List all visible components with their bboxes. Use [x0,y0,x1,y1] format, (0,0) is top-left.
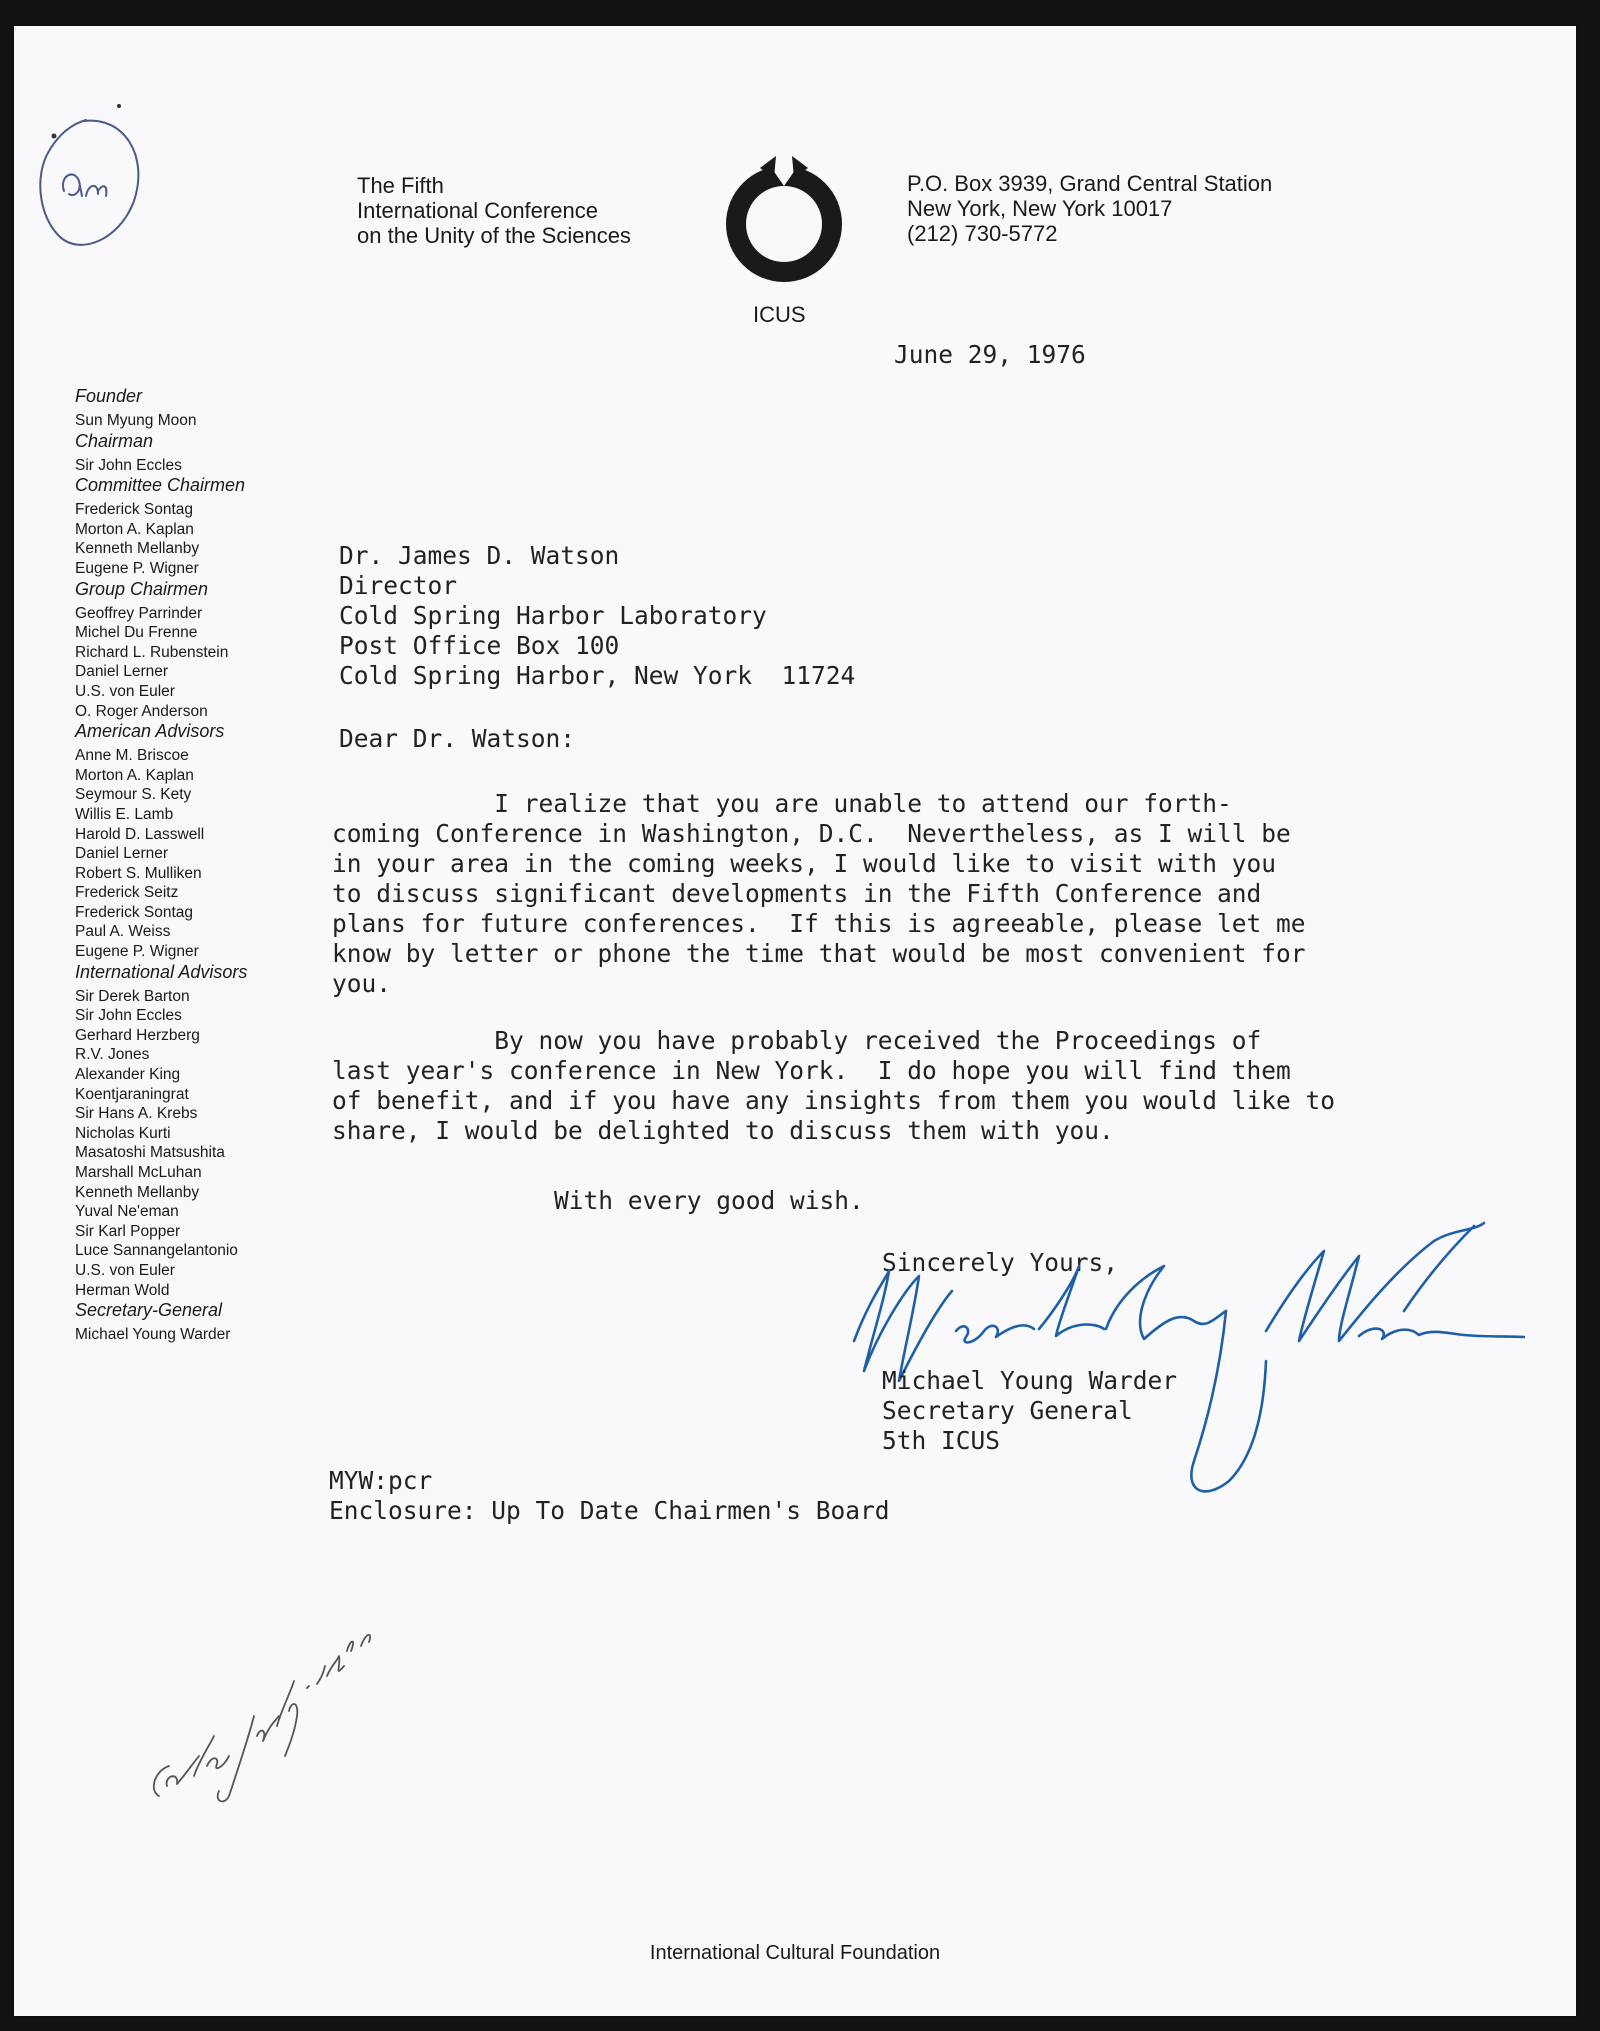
sidebar-name: Herman Wold [75,1281,170,1299]
sidebar-name: Sir Hans A. Krebs [75,1105,198,1123]
paragraph-line: in your area in the coming weeks, I would like to visit with you [332,849,1277,878]
sidebar-name: Koentjaraningrat [75,1085,189,1103]
conference-line: International Conference [357,198,598,223]
well-wish: With every good wish. [554,1186,864,1215]
sidebar-name: Alexander King [75,1066,181,1084]
sidebar-name: R.V. Jones [75,1046,150,1064]
sidebar-name: Kenneth Mellanby [75,1183,200,1201]
board-sidebar [75,386,315,1345]
sidebar-name: O. Roger Anderson [75,702,208,720]
sidebar-group-title: Founder [75,386,143,406]
sidebar-group-american-advisors [75,721,315,962]
sidebar-name: Marshall McLuhan [75,1164,202,1181]
address-line: P.O. Box 3939, Grand Central Station [907,171,1273,196]
sidebar-name: Richard L. Rubenstein [75,643,229,661]
sidebar-name: Eugene P. Wigner [75,943,199,961]
sidebar-name: Robert S. Mulliken [75,864,202,882]
sidebar-name: Sir Karl Popper [75,1222,181,1240]
sidebar-group-title: Group Chairmen [75,578,209,599]
sidebar-name: Morton A. Kaplan [75,520,194,538]
sidebar-group-group-chairmen [75,579,315,722]
paragraph-line: last year's conference in New York. I do hope you will find them [332,1056,1291,1085]
sidebar-group-title: Committee Chairmen [75,475,246,496]
signer-org: 5th ICUS [882,1426,1001,1455]
paragraph-line: plans for future conferences. If this is agreeable, please let me [332,909,1306,938]
sidebar-name: Geoffrey Parrinder [75,604,203,622]
logo-text: ICUS [753,302,806,327]
sidebar-name: Yuval Ne'eman [75,1203,179,1221]
sidebar-name: Frederick Seitz [75,884,179,902]
paragraph-line: coming Conference in Washington, D.C. Nevertheless, as I will be [332,819,1291,848]
recipient-line: Cold Spring Harbor, New York 11724 [339,661,856,690]
paragraph-line: By now you have probably received the Proceedings of [332,1026,1262,1055]
sidebar-name: Sir John Eccles [75,456,182,474]
recipient-line: Dr. James D. Watson [339,541,620,570]
foundation-address [907,171,1272,246]
sidebar-group-founder [75,386,315,431]
letter-page [14,26,1576,2016]
sidebar-name: Michael Young Warder [75,1326,231,1344]
sidebar-name: Willis E. Lamb [75,805,174,823]
sidebar-name: Frederick Sontag [75,501,194,519]
conference-name [357,173,631,248]
sidebar-name: Nicholas Kurti [75,1124,171,1142]
sidebar-name: U.S. von Euler [75,682,175,700]
sidebar-name: Frederick Sontag [75,903,194,921]
paragraph-line: know by letter or phone the time that would be most convenient for [332,939,1306,968]
sidebar-name: Anne M. Briscoe [75,747,189,765]
sidebar-name: Sir Derek Barton [75,987,190,1005]
reference-initials: MYW:pcr [329,1466,433,1495]
body-paragraph-1 [332,789,1372,999]
closing: Sincerely Yours, [882,1248,1119,1277]
sidebar-name: Harold D. Lasswell [75,825,205,843]
letter-date: June 29, 1976 [894,340,1086,369]
sidebar-name: Morton A. Kaplan [75,766,194,784]
body-paragraph-2 [332,1026,1372,1146]
handwritten-initials [24,96,154,276]
paragraph-line: to discuss significant developments in the Fifth Conference and [332,879,1262,908]
footer-foundation: International Cultural Foundation [649,1942,941,1964]
sidebar-group-international-advisors [75,962,315,1301]
sidebar-name: Paul A. Weiss [75,923,171,941]
recipient-line: Cold Spring Harbor Laboratory [339,601,767,630]
signer-title: Secretary General [882,1396,1133,1425]
salutation: Dear Dr. Watson: [339,724,576,753]
address-line: (212) 730-5772 [907,221,1058,246]
paragraph-line: of benefit, and if you have any insights from them you would like to [332,1086,1336,1115]
sidebar-name: Daniel Lerner [75,845,169,863]
conference-line: on the Unity of the Sciences [357,223,631,248]
paragraph-line: share, I would be delighted to discuss them with you. [332,1116,1114,1145]
sidebar-group-title: International Advisors [75,961,248,982]
sidebar-group-chairman [75,431,315,476]
sidebar-group-title: Secretary-General [75,1300,223,1321]
enclosure-note: Enclosure: Up To Date Chairmen's Board [329,1496,890,1525]
sidebar-name: Sun Myung Moon [75,412,197,429]
sidebar-group-secretary-general [75,1300,315,1345]
icus-logo-icon [714,138,854,308]
sidebar-name: Seymour S. Kety [75,786,192,804]
sidebar-name: Luce Sannangelantonio [75,1242,238,1260]
signer-block [882,1366,1177,1456]
sidebar-name: Michel Du Frenne [75,624,198,642]
paragraph-line: you. [332,969,392,998]
sidebar-group-committee-chairmen [75,475,315,578]
conference-line: The Fifth [357,173,444,198]
sidebar-name: Kenneth Mellanby [75,540,200,558]
handwritten-called-note [139,1606,399,1826]
paragraph-line: I realize that you are unable to attend our forth- [332,789,1232,818]
reference-block [329,1466,890,1526]
sidebar-name: Sir John Eccles [75,1007,182,1025]
address-line: New York, New York 10017 [907,196,1173,221]
recipient-address [339,541,855,691]
sidebar-name: Masatoshi Matsushita [75,1144,225,1162]
sidebar-group-title: Chairman [75,430,154,451]
recipient-line: Post Office Box 100 [339,631,620,660]
signer-name: Michael Young Warder [882,1366,1178,1395]
recipient-line: Director [339,571,458,600]
sidebar-name: Daniel Lerner [75,663,169,681]
sidebar-name: U.S. von Euler [75,1261,175,1279]
sidebar-name: Gerhard Herzberg [75,1026,200,1044]
sidebar-name: Eugene P. Wigner [75,559,199,577]
sidebar-group-title: American Advisors [75,721,225,742]
